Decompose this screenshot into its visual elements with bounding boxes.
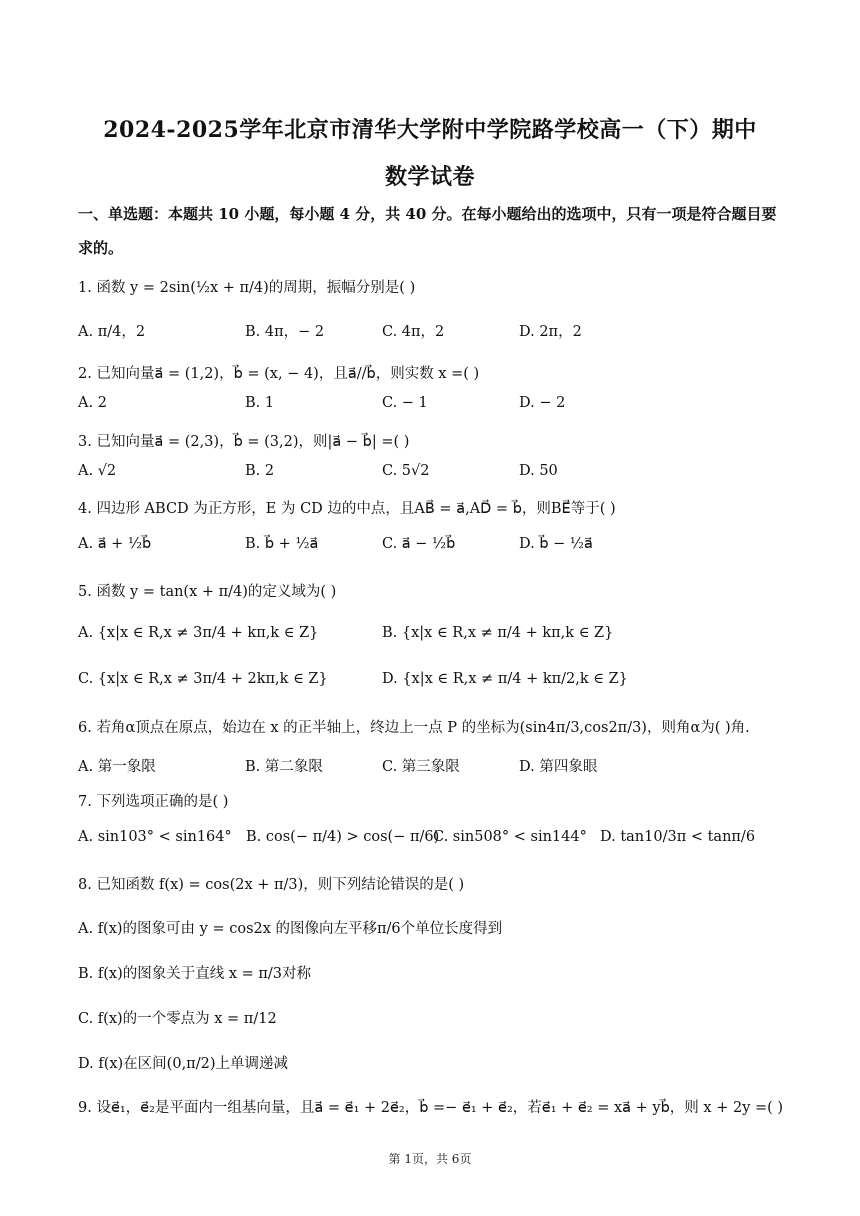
question-3-stem: 3. 已知向量a⃗ = (2,3)，b⃗ = (3,2)，则|a⃗ − b⃗| =( ) — [78, 434, 410, 450]
question-2-options — [78, 395, 798, 419]
question-8-option-d: D. f(x)在区间(0,π/2)上单调递减 — [78, 1056, 288, 1072]
question-4-option-a: A. a⃗ + ½b⃗ — [78, 536, 152, 552]
question-6-options — [78, 755, 798, 779]
question-2-option-d: D. − 2 — [519, 395, 566, 411]
question-2-option-a: A. 2 — [78, 395, 107, 411]
question-1-option-d: D. 2π，2 — [519, 324, 582, 340]
question-8-stem: 8. 已知函数 f(x) = cos(2x + π/3)，则下列结论错误的是( ) — [78, 877, 465, 893]
question-6-option-d: D. 第四象眼 — [519, 759, 598, 775]
section-heading: 一、单选题：本题共 10 小题，每小题 4 分，共 40 分。在每小题给出的选项中，只有一项是符合题目要求的。 — [78, 205, 777, 257]
question-7-option-c: C. sin508° < sin144° — [433, 829, 587, 845]
question-6-option-a: A. 第一象限 — [78, 759, 156, 775]
page-footer: 第 1页，共 6页 — [388, 1152, 472, 1166]
question-3-option-a: A. √2 — [78, 463, 117, 479]
question-5-option-b: B. {x|x ∈ R,x ≠ π/4 + kπ,k ∈ Z} — [382, 625, 614, 641]
question-4-option-b: B. b⃗ + ½a⃗ — [245, 536, 319, 552]
question-3-option-d: D. 50 — [519, 463, 558, 479]
question-9-stem: 9. 设e⃗₁，e⃗₂是平面内一组基向量，且a⃗ = e⃗₁ + 2e⃗₂，b⃗ =− e⃗₁ + e⃗₂，若e⃗₁ + e⃗₂ = xa⃗ + yb⃗，则 x + 2y =( ) — [78, 1100, 784, 1116]
question-7-stem: 7. 下列选项正确的是( ) — [78, 794, 229, 810]
question-8-option-a: A. f(x)的图象可由 y = cos2x 的图像向左平移π/6个单位长度得到 — [78, 921, 503, 937]
question-5-option-a: A. {x|x ∈ R,x ≠ 3π/4 + kπ,k ∈ Z} — [78, 625, 319, 641]
question-1-stem: 1. 函数 y = 2sin(½x + π/4)的周期，振幅分别是( ) — [78, 280, 416, 296]
question-7-options — [78, 829, 798, 853]
question-5-option-d: D. {x|x ∈ R,x ≠ π/4 + kπ/2,k ∈ Z} — [382, 671, 628, 687]
question-4-option-c: C. a⃗ − ½b⃗ — [382, 536, 456, 552]
question-1-options — [78, 320, 798, 344]
question-6-stem: 6. 若角α顶点在原点，始边在 x 的正半轴上，终边上一点 P 的坐标为(sin4π/3,cos2π/3)，则角α为( )角. — [78, 720, 750, 736]
question-5-options-row2 — [78, 671, 798, 695]
question-7-option-d: D. tan10/3π < tanπ/6 — [600, 829, 756, 845]
question-5-stem: 5. 函数 y = tan(x + π/4)的定义域为( ) — [78, 584, 337, 600]
question-1-option-c: C. 4π，2 — [382, 324, 445, 340]
question-3-option-c: C. 5√2 — [382, 463, 430, 479]
exam-subtitle: 数学试卷 — [384, 164, 475, 190]
question-2-stem: 2. 已知向量a⃗ = (1,2)，b⃗ = (x, − 4)，且a⃗//b⃗，则实数 x =( ) — [78, 366, 480, 382]
question-6-option-c: C. 第三象限 — [382, 759, 460, 775]
question-1-option-a: A. π/4，2 — [78, 324, 146, 340]
question-4-options — [78, 536, 798, 560]
question-2-option-b: B. 1 — [245, 395, 275, 411]
question-7-option-b: B. cos(− π/4) > cos(− π/6) — [246, 829, 440, 845]
question-4-stem: 4. 四边形 ABCD 为正方形，E 为 CD 边的中点，且AB⃗ = a⃗,AD⃗ = b⃗，则BE⃗等于( ) — [78, 501, 616, 517]
question-5-option-c: C. {x|x ∈ R,x ≠ 3π/4 + 2kπ,k ∈ Z} — [78, 671, 328, 687]
question-1-option-b: B. 4π，− 2 — [245, 324, 325, 340]
question-3-options — [78, 463, 798, 487]
question-4-option-d: D. b⃗ − ½a⃗ — [519, 536, 593, 552]
question-5-options-row1 — [78, 625, 798, 649]
question-6-option-b: B. 第二象限 — [245, 759, 323, 775]
question-3-option-b: B. 2 — [245, 463, 275, 479]
question-8-option-c: C. f(x)的一个零点为 x = π/12 — [78, 1011, 277, 1027]
question-8-option-b: B. f(x)的图象关于直线 x = π/3对称 — [78, 966, 312, 982]
question-2-option-c: C. − 1 — [382, 395, 428, 411]
exam-title: 2024-2025学年北京市清华大学附中学院路学校高一（下）期中 — [103, 117, 757, 143]
question-7-option-a: A. sin103° < sin164° — [78, 829, 232, 845]
